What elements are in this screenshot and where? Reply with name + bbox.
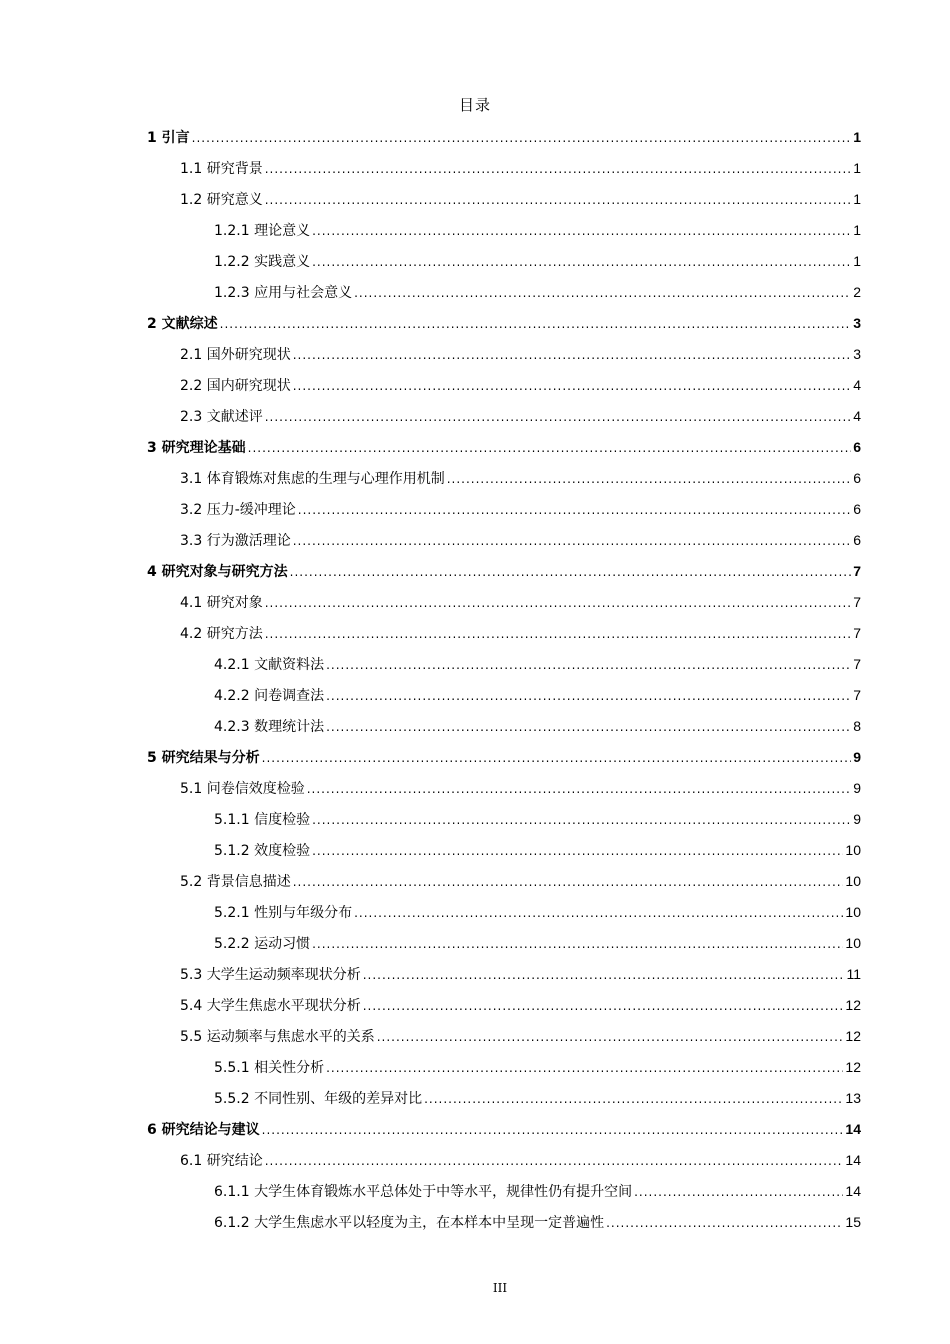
dot-leader — [293, 340, 851, 371]
toc-entry-page-number: 2 — [853, 284, 861, 300]
dot-leader — [265, 154, 851, 185]
toc-entry[interactable] — [147, 1145, 861, 1176]
toc-entry-label: 5.2.1 性别与年级分布 — [214, 905, 353, 921]
toc-entry-page-number: 7 — [853, 687, 861, 703]
dot-leader — [220, 309, 852, 340]
toc-entry-label: 6.1.2 大学生焦虑水平以轻度为主，在本样本中呈现一定普遍性 — [214, 1215, 605, 1231]
toc-entry-page-number: 3 — [853, 346, 861, 362]
toc-entry-page-number: 12 — [845, 997, 861, 1013]
dot-leader — [634, 1177, 843, 1208]
dot-leader — [363, 960, 845, 991]
dot-leader — [363, 991, 844, 1022]
toc-entry-label: 6 研究结论与建议 — [147, 1122, 260, 1138]
toc-entry-page-number: 10 — [845, 904, 861, 920]
toc-entry[interactable] — [147, 742, 861, 773]
toc-entry-page-number: 14 — [845, 1183, 861, 1199]
toc-entry-label: 1.2.1 理论意义 — [214, 223, 311, 239]
toc-entry-page-number: 10 — [845, 842, 861, 858]
dot-leader — [307, 774, 851, 805]
dot-leader — [248, 433, 852, 464]
toc-entry-page-number: 11 — [846, 966, 861, 982]
toc-entry-page-number: 9 — [853, 780, 861, 796]
dot-leader — [290, 557, 852, 588]
toc-entry-page-number: 6 — [853, 439, 861, 455]
dot-leader — [312, 247, 851, 278]
dot-leader — [326, 681, 851, 712]
dot-leader — [312, 836, 843, 867]
table-of-contents — [147, 122, 861, 1238]
toc-entry[interactable] — [147, 804, 861, 835]
toc-entry[interactable] — [147, 1207, 861, 1238]
toc-entry-label: 5.1.1 信度检验 — [214, 812, 311, 828]
toc-entry-label: 6.1.1 大学生体育锻炼水平总体处于中等水平，规律性仍有提升空间 — [214, 1184, 633, 1200]
toc-entry-label: 1 引言 — [147, 130, 190, 146]
toc-entry[interactable] — [147, 122, 861, 153]
dot-leader — [192, 123, 852, 154]
toc-entry[interactable] — [147, 990, 861, 1021]
toc-entry[interactable] — [147, 587, 861, 618]
toc-entry-page-number: 14 — [845, 1152, 861, 1168]
toc-entry-label: 5.1.2 效度检验 — [214, 843, 311, 859]
toc-entry[interactable] — [147, 866, 861, 897]
toc-entry-label: 5.4 大学生焦虑水平现状分析 — [180, 998, 361, 1014]
dot-leader — [447, 464, 851, 495]
dot-leader — [293, 867, 844, 898]
toc-entry-page-number: 9 — [853, 811, 861, 827]
toc-entry[interactable] — [147, 339, 861, 370]
toc-entry-page-number: 9 — [853, 749, 861, 765]
toc-entry[interactable] — [147, 835, 861, 866]
toc-entry-label: 5.3 大学生运动频率现状分析 — [180, 967, 361, 983]
toc-entry[interactable] — [147, 153, 861, 184]
dot-leader — [265, 588, 851, 619]
toc-entry-page-number: 1 — [853, 253, 861, 269]
toc-entry[interactable] — [147, 494, 861, 525]
dot-leader — [312, 929, 843, 960]
toc-entry[interactable] — [147, 370, 861, 401]
dot-leader — [265, 185, 851, 216]
toc-entry-label: 3.1 体育锻炼对焦虑的生理与心理作用机制 — [180, 471, 445, 487]
dot-leader — [265, 402, 851, 433]
dot-leader — [377, 1022, 844, 1053]
toc-entry[interactable] — [147, 773, 861, 804]
page-number-footer: III — [492, 1281, 508, 1295]
toc-entry-label: 1.2.2 实践意义 — [214, 254, 311, 270]
toc-entry-label: 1.2 研究意义 — [180, 192, 263, 208]
dot-leader — [293, 371, 851, 402]
toc-entry[interactable] — [147, 711, 861, 742]
toc-entry-page-number: 6 — [853, 532, 861, 548]
toc-entry-page-number: 1 — [853, 191, 861, 207]
toc-entry[interactable] — [147, 618, 861, 649]
toc-entry[interactable] — [147, 277, 861, 308]
toc-entry[interactable] — [147, 215, 861, 246]
dot-leader — [312, 805, 851, 836]
toc-entry-page-number: 15 — [845, 1214, 861, 1230]
toc-entry-label: 4.2.3 数理统计法 — [214, 719, 325, 735]
toc-entry-label: 5.5 运动频率与焦虑水平的关系 — [180, 1029, 375, 1045]
toc-entry-page-number: 10 — [845, 873, 861, 889]
toc-entry-page-number: 12 — [845, 1028, 861, 1044]
dot-leader — [606, 1208, 843, 1239]
dot-leader — [262, 1115, 844, 1146]
toc-entry-page-number: 12 — [845, 1059, 861, 1075]
toc-entry-label: 2.3 文献述评 — [180, 409, 263, 425]
toc-entry-page-number: 14 — [845, 1121, 861, 1137]
toc-title: 目录 — [458, 96, 491, 114]
toc-entry-label: 5 研究结果与分析 — [147, 750, 260, 766]
toc-entry-label: 1.1 研究背景 — [180, 161, 263, 177]
toc-entry-label: 2 文献综述 — [147, 316, 218, 332]
dot-leader — [262, 743, 852, 774]
toc-entry[interactable] — [147, 308, 861, 339]
dot-leader — [265, 1146, 844, 1177]
toc-entry-page-number: 7 — [853, 656, 861, 672]
toc-entry-page-number: 10 — [845, 935, 861, 951]
toc-entry[interactable] — [147, 246, 861, 277]
toc-entry-label: 6.1 研究结论 — [180, 1153, 263, 1169]
toc-entry-label: 3 研究理论基础 — [147, 440, 246, 456]
toc-entry[interactable] — [147, 401, 861, 432]
toc-entry-page-number: 4 — [853, 377, 861, 393]
dot-leader — [298, 495, 851, 526]
toc-entry[interactable] — [147, 1176, 861, 1207]
toc-entry-label: 2.2 国内研究现状 — [180, 378, 291, 394]
toc-entry-label: 4.1 研究对象 — [180, 595, 263, 611]
toc-entry-label: 4.2.2 问卷调查法 — [214, 688, 325, 704]
dot-leader — [424, 1084, 843, 1115]
toc-entry[interactable] — [147, 649, 861, 680]
dot-leader — [312, 216, 851, 247]
toc-entry-page-number: 6 — [853, 470, 861, 486]
toc-entry-page-number: 4 — [853, 408, 861, 424]
toc-entry[interactable] — [147, 556, 861, 587]
toc-entry-page-number: 1 — [853, 129, 861, 145]
toc-entry-page-number: 1 — [853, 222, 861, 238]
toc-entry-label: 3.2 压力-缓冲理论 — [180, 502, 296, 518]
toc-entry-page-number: 1 — [853, 160, 861, 176]
toc-entry[interactable] — [147, 928, 861, 959]
toc-entry[interactable] — [147, 463, 861, 494]
dot-leader — [326, 1053, 843, 1084]
toc-entry[interactable] — [147, 680, 861, 711]
dot-leader — [354, 898, 843, 929]
toc-entry[interactable] — [147, 959, 861, 990]
toc-entry[interactable] — [147, 432, 861, 463]
dot-leader — [265, 619, 851, 650]
toc-entry-page-number: 7 — [853, 594, 861, 610]
toc-entry-page-number: 8 — [853, 718, 861, 734]
dot-leader — [293, 526, 851, 557]
toc-entry-label: 2.1 国外研究现状 — [180, 347, 291, 363]
toc-entry[interactable] — [147, 1083, 861, 1114]
toc-entry-label: 4.2.1 文献资料法 — [214, 657, 325, 673]
toc-entry[interactable] — [147, 1052, 861, 1083]
toc-entry[interactable] — [147, 1114, 861, 1145]
toc-entry-label: 4.2 研究方法 — [180, 626, 263, 642]
toc-entry-label: 4 研究对象与研究方法 — [147, 564, 288, 580]
toc-entry[interactable] — [147, 897, 861, 928]
toc-entry-label: 1.2.3 应用与社会意义 — [214, 285, 353, 301]
toc-entry[interactable] — [147, 1021, 861, 1052]
toc-entry-page-number: 6 — [853, 501, 861, 517]
toc-entry-page-number: 7 — [853, 625, 861, 641]
toc-entry-label: 5.5.1 相关性分析 — [214, 1060, 325, 1076]
toc-entry[interactable] — [147, 525, 861, 556]
toc-entry-label: 5.2.2 运动习惯 — [214, 936, 311, 952]
toc-entry-label: 3.3 行为激活理论 — [180, 533, 291, 549]
toc-entry-label: 5.2 背景信息描述 — [180, 874, 291, 890]
toc-entry[interactable] — [147, 184, 861, 215]
toc-entry-label: 5.1 问卷信效度检验 — [180, 781, 305, 797]
toc-entry-page-number: 7 — [853, 563, 861, 579]
toc-entry-page-number: 13 — [845, 1090, 861, 1106]
dot-leader — [326, 712, 851, 743]
toc-entry-label: 5.5.2 不同性别、年级的差异对比 — [214, 1091, 423, 1107]
dot-leader — [354, 278, 851, 309]
toc-entry-page-number: 3 — [853, 315, 861, 331]
dot-leader — [326, 650, 851, 681]
